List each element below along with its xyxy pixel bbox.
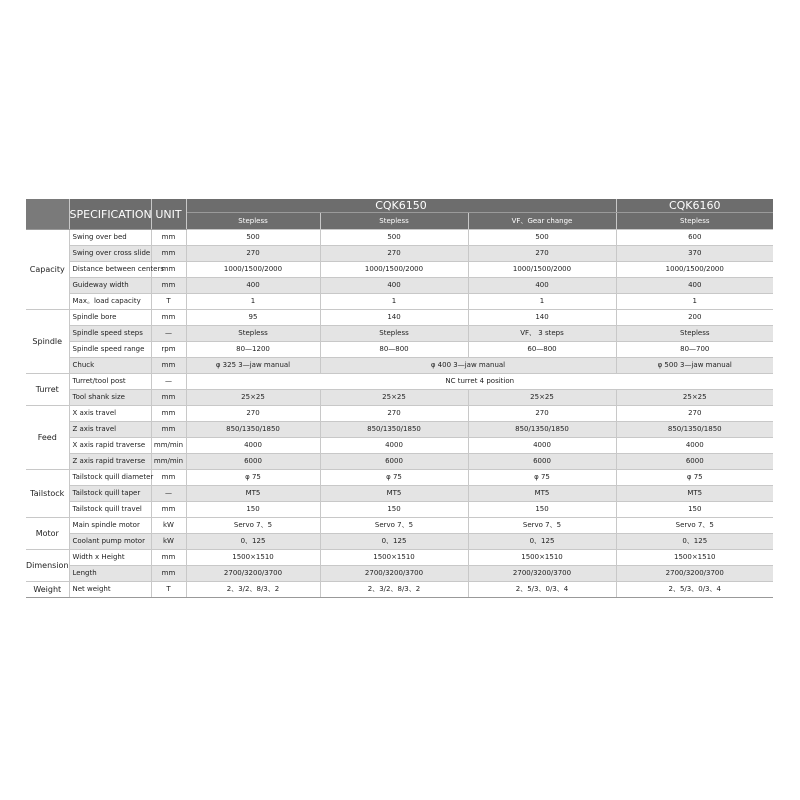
item-label: Tool shank size — [69, 390, 151, 406]
value-cell: 1500×1510 — [468, 550, 616, 566]
item-label: Spindle speed range — [69, 342, 151, 358]
value-cell: 1000/1500/2000 — [468, 262, 616, 278]
item-label: Width x Height — [69, 550, 151, 566]
table-row — [26, 294, 773, 310]
value-cell: 140 — [468, 310, 616, 326]
table-row — [26, 246, 773, 262]
item-label: Max。load capacity — [69, 294, 151, 310]
value-cell: 0、125 — [186, 534, 320, 550]
item-label: Swing over bed — [69, 230, 151, 246]
table-row — [26, 406, 773, 422]
value-cell: 850/1350/1850 — [320, 422, 468, 438]
value-cell: 270 — [468, 406, 616, 422]
value-cell: 4000 — [468, 438, 616, 454]
value-cell: 500 — [320, 230, 468, 246]
value-cell: 2700/3200/3700 — [616, 566, 773, 582]
item-label: Swing over cross slide — [69, 246, 151, 262]
table-row — [26, 374, 773, 390]
value-cell: Stepless — [616, 326, 773, 342]
model-header-cqk6160: CQK6160 — [616, 199, 773, 213]
value-cell: 25×25 — [186, 390, 320, 406]
value-cell: 2、5/3、0/3、4 — [468, 582, 616, 598]
value-cell: 6000 — [468, 454, 616, 470]
value-cell: 2、5/3、0/3、4 — [616, 582, 773, 598]
item-label: Distance between centers — [69, 262, 151, 278]
value-cell: Servo 7、5 — [186, 518, 320, 534]
value-cell: 850/1350/1850 — [616, 422, 773, 438]
value-cell: 370 — [616, 246, 773, 262]
unit-value: T — [151, 582, 186, 598]
item-label: X axis travel — [69, 406, 151, 422]
value-cell: 2700/3200/3700 — [186, 566, 320, 582]
value-cell: MT5 — [616, 486, 773, 502]
value-cell: MT5 — [320, 486, 468, 502]
table-row — [26, 310, 773, 326]
category-label: Capacity — [26, 230, 69, 310]
value-cell: 400 — [468, 278, 616, 294]
spec-table-container — [26, 199, 773, 598]
category-label: Spindle — [26, 310, 69, 374]
value-cell: 600 — [616, 230, 773, 246]
category-label: Dimension — [26, 550, 69, 582]
unit-value: mm — [151, 406, 186, 422]
table-row — [26, 582, 773, 598]
value-cell: 4000 — [616, 438, 773, 454]
value-cell: 150 — [616, 502, 773, 518]
value-cell: 1 — [468, 294, 616, 310]
value-cell: 6000 — [616, 454, 773, 470]
table-row — [26, 326, 773, 342]
unit-value: mm — [151, 278, 186, 294]
value-cell: 1500×1510 — [320, 550, 468, 566]
value-cell: 6000 — [186, 454, 320, 470]
item-label: Tailstock quill diameter — [69, 470, 151, 486]
unit-value: mm/min — [151, 454, 186, 470]
item-label: Turret/tool post — [69, 374, 151, 390]
unit-value: mm — [151, 310, 186, 326]
value-cell: 60—800 — [468, 342, 616, 358]
item-label: Tailstock quill taper — [69, 486, 151, 502]
unit-value: mm — [151, 230, 186, 246]
value-cell: 80—800 — [320, 342, 468, 358]
unit-value: — — [151, 374, 186, 390]
value-cell: 4000 — [320, 438, 468, 454]
unit-value: — — [151, 326, 186, 342]
category-label: Motor — [26, 518, 69, 550]
table-row — [26, 358, 773, 374]
value-cell: 6000 — [320, 454, 468, 470]
value-cell: NC turret 4 position — [186, 374, 773, 390]
item-label: Guideway width — [69, 278, 151, 294]
specification-header: SPECIFICATION — [69, 199, 151, 230]
value-cell: 400 — [186, 278, 320, 294]
item-label: Spindle speed steps — [69, 326, 151, 342]
corner-cell — [26, 199, 69, 230]
unit-value: kW — [151, 518, 186, 534]
value-cell: Servo 7、5 — [468, 518, 616, 534]
table-row — [26, 454, 773, 470]
value-cell: Stepless — [186, 326, 320, 342]
item-label: Spindle bore — [69, 310, 151, 326]
sub-header: VF、Gear change — [468, 213, 616, 230]
value-cell: 4000 — [186, 438, 320, 454]
item-label: Coolant pump motor — [69, 534, 151, 550]
value-cell: 400 — [320, 278, 468, 294]
unit-value: kW — [151, 534, 186, 550]
value-cell: 1000/1500/2000 — [616, 262, 773, 278]
value-cell: 25×25 — [320, 390, 468, 406]
table-row — [26, 534, 773, 550]
table-row — [26, 486, 773, 502]
table-row — [26, 262, 773, 278]
spec-table — [26, 199, 773, 598]
value-cell: 500 — [468, 230, 616, 246]
model-header-cqk6150: CQK6150 — [186, 199, 616, 213]
value-cell: φ 325 3—jaw manual — [186, 358, 320, 374]
item-label: Length — [69, 566, 151, 582]
value-cell: Servo 7、5 — [320, 518, 468, 534]
value-cell: 270 — [320, 406, 468, 422]
unit-value: mm — [151, 550, 186, 566]
value-cell: 2、3/2、8/3、2 — [186, 582, 320, 598]
item-label: Chuck — [69, 358, 151, 374]
value-cell: Stepless — [320, 326, 468, 342]
value-cell: 0、125 — [616, 534, 773, 550]
table-row — [26, 566, 773, 582]
value-cell: 25×25 — [468, 390, 616, 406]
value-cell: 270 — [186, 246, 320, 262]
value-cell: 1 — [320, 294, 468, 310]
value-cell: 80—700 — [616, 342, 773, 358]
value-cell: φ 75 — [468, 470, 616, 486]
value-cell: 500 — [186, 230, 320, 246]
value-cell: φ 500 3—jaw manual — [616, 358, 773, 374]
value-cell: 1000/1500/2000 — [186, 262, 320, 278]
category-label: Turret — [26, 374, 69, 406]
unit-value: mm — [151, 422, 186, 438]
table-row — [26, 502, 773, 518]
item-label: Main spindle motor — [69, 518, 151, 534]
value-cell: φ 75 — [616, 470, 773, 486]
value-cell: 140 — [320, 310, 468, 326]
value-cell: 270 — [468, 246, 616, 262]
value-cell: 80—1200 — [186, 342, 320, 358]
unit-header: UNIT — [151, 199, 186, 230]
category-label: Weight — [26, 582, 69, 598]
value-cell: φ 400 3—jaw manual — [320, 358, 616, 374]
value-cell: VF、 3 steps — [468, 326, 616, 342]
value-cell: 25×25 — [616, 390, 773, 406]
item-label: X axis rapid traverse — [69, 438, 151, 454]
category-label: Tailstock — [26, 470, 69, 518]
item-label: Z axis rapid traverse — [69, 454, 151, 470]
unit-value: mm — [151, 390, 186, 406]
value-cell: 2、3/2、8/3、2 — [320, 582, 468, 598]
value-cell: 850/1350/1850 — [468, 422, 616, 438]
unit-value: mm — [151, 246, 186, 262]
value-cell: Servo 7、5 — [616, 518, 773, 534]
table-row — [26, 422, 773, 438]
item-label: Z axis travel — [69, 422, 151, 438]
value-cell: 400 — [616, 278, 773, 294]
unit-value: mm — [151, 262, 186, 278]
value-cell: φ 75 — [320, 470, 468, 486]
table-row — [26, 470, 773, 486]
category-label: Feed — [26, 406, 69, 470]
value-cell: 1000/1500/2000 — [320, 262, 468, 278]
table-row — [26, 390, 773, 406]
value-cell: 0、125 — [468, 534, 616, 550]
value-cell: 270 — [320, 246, 468, 262]
value-cell: 1500×1510 — [616, 550, 773, 566]
table-row — [26, 518, 773, 534]
value-cell: 1500×1510 — [186, 550, 320, 566]
table-row — [26, 230, 773, 246]
value-cell: 2700/3200/3700 — [320, 566, 468, 582]
value-cell: 0、125 — [320, 534, 468, 550]
unit-value: mm/min — [151, 438, 186, 454]
value-cell: 270 — [616, 406, 773, 422]
value-cell: MT5 — [468, 486, 616, 502]
sub-header: Stepless — [616, 213, 773, 230]
value-cell: 270 — [186, 406, 320, 422]
unit-value: mm — [151, 470, 186, 486]
unit-value: mm — [151, 358, 186, 374]
unit-value: — — [151, 486, 186, 502]
value-cell: 200 — [616, 310, 773, 326]
value-cell: 1 — [186, 294, 320, 310]
table-row — [26, 438, 773, 454]
value-cell: 850/1350/1850 — [186, 422, 320, 438]
item-label: Net weight — [69, 582, 151, 598]
table-row — [26, 550, 773, 566]
sub-header: Stepless — [186, 213, 320, 230]
value-cell: 95 — [186, 310, 320, 326]
value-cell: MT5 — [186, 486, 320, 502]
value-cell: 150 — [320, 502, 468, 518]
value-cell: 2700/3200/3700 — [468, 566, 616, 582]
value-cell: 150 — [186, 502, 320, 518]
value-cell: 150 — [468, 502, 616, 518]
value-cell: 1 — [616, 294, 773, 310]
sub-header: Stepless — [320, 213, 468, 230]
unit-value: mm — [151, 566, 186, 582]
value-cell: φ 75 — [186, 470, 320, 486]
unit-value: T — [151, 294, 186, 310]
unit-value: mm — [151, 502, 186, 518]
unit-value: rpm — [151, 342, 186, 358]
table-row — [26, 278, 773, 294]
spec-table-body — [26, 230, 773, 598]
table-row — [26, 342, 773, 358]
item-label: Tailstock quill travel — [69, 502, 151, 518]
